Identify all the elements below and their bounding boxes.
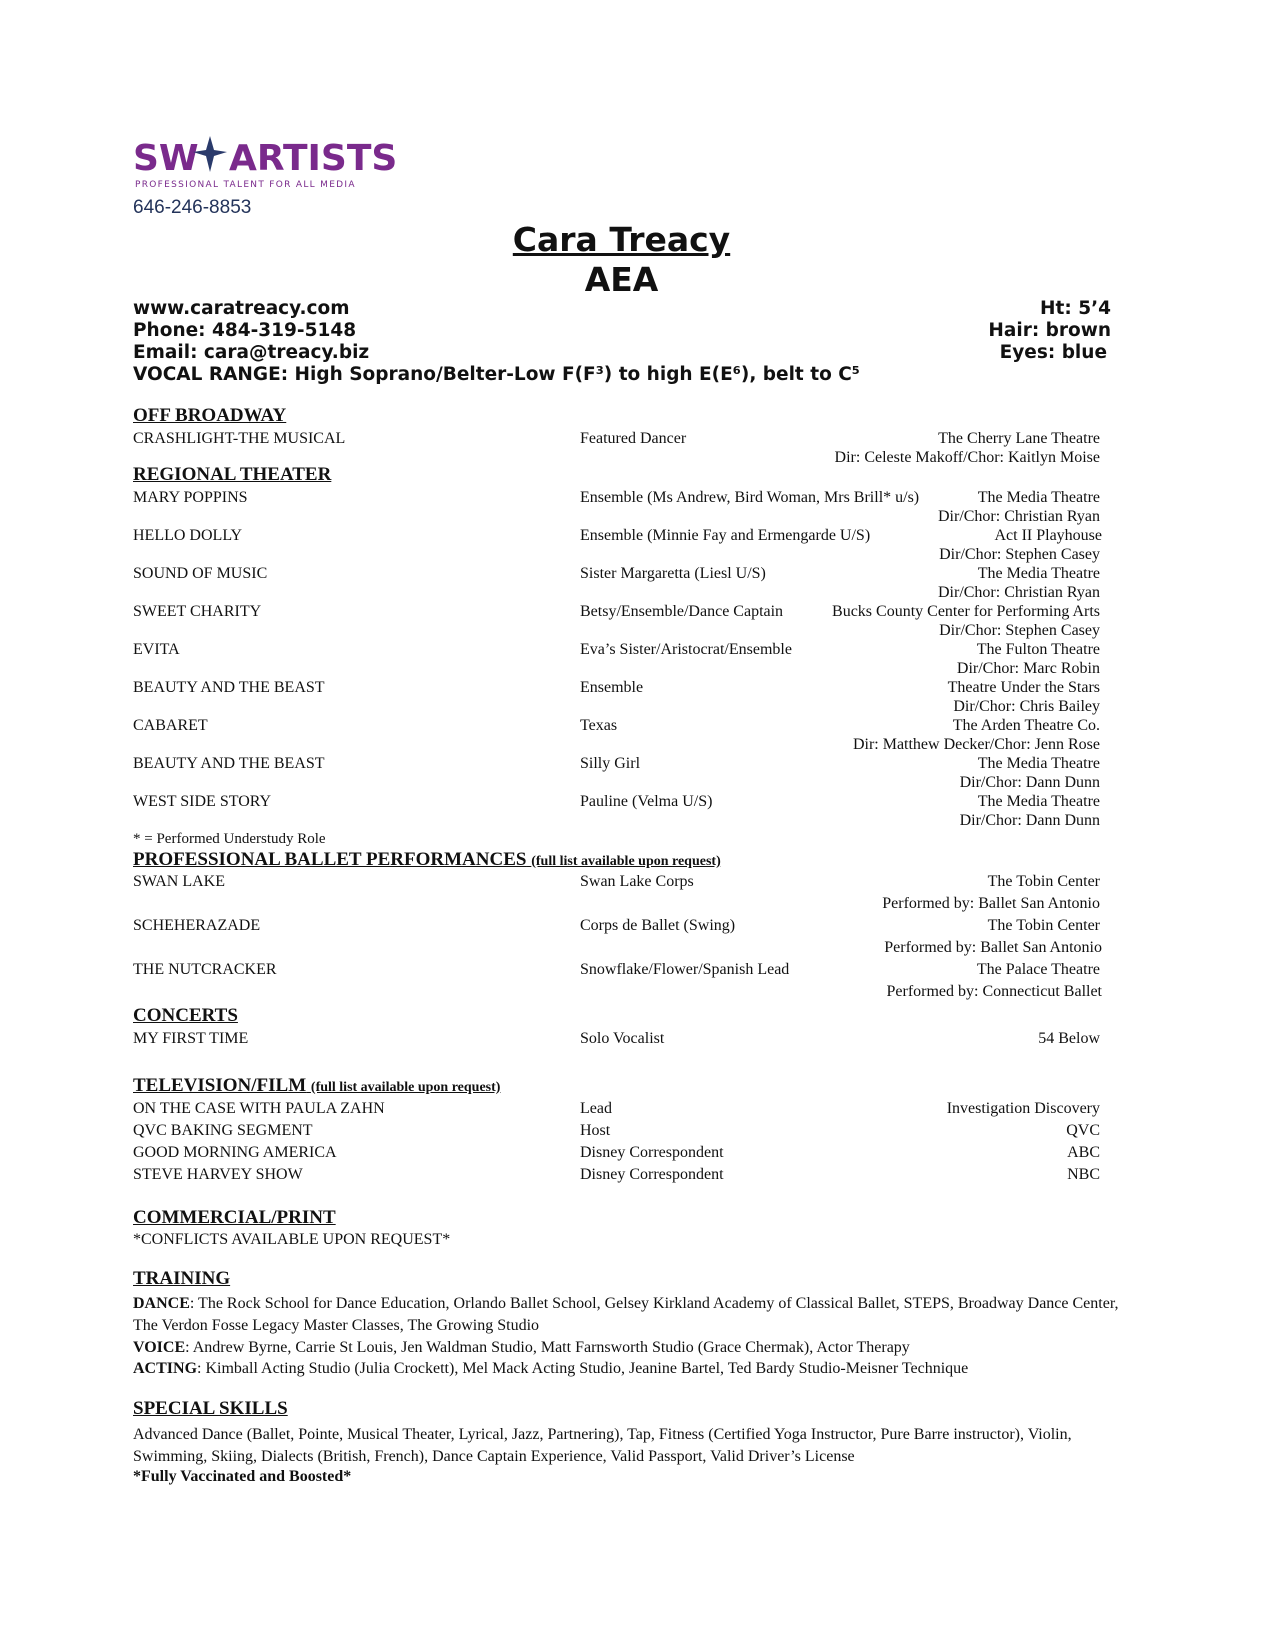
- credit-venue: Bucks County Center for Performing Arts: [832, 603, 1100, 620]
- agency-logo-graphic: [133, 136, 413, 196]
- credit-show: CABARET: [133, 717, 208, 734]
- training-voice-label: VOICE: [133, 1339, 186, 1356]
- section-heading-regional: REGIONAL THEATER: [133, 464, 332, 485]
- credit-show: STEVE HARVEY SHOW: [133, 1166, 303, 1183]
- credit-role: Ensemble (Minnie Fay and Ermengarde U/S): [580, 527, 871, 544]
- credit-network: ABC: [1067, 1144, 1100, 1161]
- understudy-footnote: * = Performed Understudy Role: [133, 831, 326, 847]
- credit-show: SOUND OF MUSIC: [133, 565, 268, 582]
- vocal-range: VOCAL RANGE: High Soprano/Belter-Low F(F³) to high E(E⁶), belt to C⁵: [133, 364, 860, 385]
- credit-show: SWAN LAKE: [133, 873, 225, 890]
- training-acting-text: : Kimball Acting Studio (Julia Crockett), Mel Mack Acting Studio, Jeanine Bartel, Ted Bardy Studio-Meisner Technique: [197, 1360, 969, 1377]
- credit-role: Silly Girl: [580, 755, 641, 772]
- credit-network: NBC: [1067, 1166, 1100, 1183]
- eyes-stat: Eyes: blue: [999, 342, 1107, 363]
- credit-role: Host: [580, 1122, 611, 1139]
- credit-show: CRASHLIGHT-THE MUSICAL: [133, 430, 346, 447]
- credit-performed-by: Performed by: Ballet San Antonio: [882, 895, 1100, 912]
- credit-role: Ensemble (Ms Andrew, Bird Woman, Mrs Brill* u/s): [580, 489, 920, 506]
- section-heading-special-skills: SPECIAL SKILLS: [133, 1398, 288, 1419]
- credit-performed-by: Performed by: Ballet San Antonio: [884, 939, 1102, 956]
- credit-venue: The Media Theatre: [977, 755, 1100, 772]
- credit-network: Investigation Discovery: [946, 1100, 1100, 1117]
- height-stat: Ht: 5’4: [1040, 298, 1111, 319]
- credit-show: SWEET CHARITY: [133, 603, 262, 620]
- credit-venue: The Tobin Center: [987, 873, 1100, 890]
- credit-director: Dir: Matthew Decker/Chor: Jenn Rose: [852, 736, 1100, 753]
- credit-show: BEAUTY AND THE BEAST: [133, 755, 325, 772]
- credit-venue: The Cherry Lane Theatre: [938, 430, 1100, 447]
- logo-text-right: ARTISTS: [229, 138, 398, 179]
- agent-phone: 646-246-8853: [133, 197, 252, 218]
- email: Email: cara@treacy.biz: [133, 342, 370, 363]
- credit-role: Betsy/Ensemble/Dance Captain: [580, 603, 784, 620]
- credit-role: Disney Correspondent: [580, 1144, 724, 1161]
- credit-director: Dir/Chor: Christian Ryan: [937, 584, 1100, 601]
- credit-show: MARY POPPINS: [133, 489, 248, 506]
- credit-role: Solo Vocalist: [580, 1030, 665, 1047]
- training-dance-label: DANCE: [133, 1295, 190, 1312]
- logo-text-left: SW: [133, 138, 199, 179]
- section-heading-off-broadway: OFF BROADWAY: [133, 405, 287, 426]
- credit-venue: The Fulton Theatre: [976, 641, 1100, 658]
- credit-show: BEAUTY AND THE BEAST: [133, 679, 325, 696]
- credit-director: Dir/Chor: Dann Dunn: [959, 774, 1100, 791]
- phone: Phone: 484-319-5148: [133, 320, 357, 341]
- credit-show: WEST SIDE STORY: [133, 793, 272, 810]
- vaccination-note: *Fully Vaccinated and Boosted*: [133, 1468, 352, 1485]
- special-skills-text: Advanced Dance (Ballet, Pointe, Musical Theater, Lyrical, Jazz, Partnering), Tap, Fitness (Certified Yoga Instructor, Pure Barre instructor), Violin, Swimming, Skiing, Dialects (British, French), Dance Captain Experience, Valid Passport, Valid Driver’s License: [133, 1426, 1072, 1465]
- logo-tagline: PROFESSIONAL TALENT FOR ALL MEDIA: [135, 180, 356, 190]
- credit-network: QVC: [1066, 1122, 1100, 1139]
- credit-venue: Theatre Under the Stars: [947, 679, 1100, 696]
- credit-role: Snowflake/Flower/Spanish Lead: [580, 961, 790, 978]
- credit-director: Dir/Chor: Stephen Casey: [939, 546, 1100, 563]
- credit-show: HELLO DOLLY: [133, 527, 243, 544]
- training-voice: [133, 1337, 1133, 1359]
- credit-venue: The Media Theatre: [977, 793, 1100, 810]
- credit-role: Eva’s Sister/Aristocrat/Ensemble: [580, 641, 792, 658]
- credit-venue: Act II Playhouse: [994, 527, 1102, 544]
- training-dance-text: : The Rock School for Dance Education, Orlando Ballet School, Gelsey Kirkland Academy of Classical Ballet, STEPS, Broadway Dance Center, The Verdon Fosse Legacy Master Classes, The Growing Studio: [133, 1295, 1119, 1334]
- section-heading-concerts: CONCERTS: [133, 1005, 238, 1026]
- credit-role: Lead: [580, 1100, 612, 1117]
- credit-role: Featured Dancer: [580, 430, 687, 447]
- credit-show: SCHEHERAZADE: [133, 917, 261, 934]
- credit-director: Dir: Celeste Makoff/Chor: Kaitlyn Moise: [834, 449, 1100, 466]
- credit-show: QVC BAKING SEGMENT: [133, 1122, 313, 1139]
- section-heading-ballet: [133, 849, 721, 871]
- credit-director: Dir/Chor: Christian Ryan: [937, 508, 1100, 525]
- credit-role: Swan Lake Corps: [580, 873, 694, 890]
- credit-venue: 54 Below: [1038, 1030, 1100, 1047]
- credit-venue: The Arden Theatre Co.: [952, 717, 1100, 734]
- agency-logo: [133, 136, 413, 196]
- credit-director: Dir/Chor: Dann Dunn: [959, 812, 1100, 829]
- section-note: (full list available upon request): [310, 1080, 501, 1095]
- commercial-conflicts-note: *CONFLICTS AVAILABLE UPON REQUEST*: [133, 1231, 451, 1248]
- credit-role: Texas: [580, 717, 618, 734]
- credit-show: MY FIRST TIME: [133, 1030, 249, 1047]
- credit-director: Dir/Chor: Chris Bailey: [953, 698, 1100, 715]
- credit-role: Ensemble: [580, 679, 644, 696]
- credit-show: THE NUTCRACKER: [133, 961, 277, 978]
- credit-show: EVITA: [133, 641, 180, 658]
- actor-name: Cara Treacy: [512, 220, 731, 259]
- hair-stat: Hair: brown: [988, 320, 1111, 341]
- training-acting: [133, 1358, 1133, 1380]
- credit-show: GOOD MORNING AMERICA: [133, 1144, 337, 1161]
- credit-venue: The Media Theatre: [977, 489, 1100, 506]
- training-voice-text: : Andrew Byrne, Carrie St Louis, Jen Waldman Studio, Matt Farnsworth Studio (Grace Chermak), Actor Therapy: [185, 1339, 910, 1356]
- section-heading-tv-film: [133, 1075, 500, 1097]
- credit-role: Sister Margaretta (Liesl U/S): [580, 565, 766, 582]
- section-heading-training: TRAINING: [133, 1268, 231, 1289]
- credit-venue: The Palace Theatre: [976, 961, 1100, 978]
- credit-venue: The Media Theatre: [977, 565, 1100, 582]
- credit-director: Dir/Chor: Marc Robin: [956, 660, 1100, 677]
- credit-role: Corps de Ballet (Swing): [580, 917, 736, 934]
- union-affiliation: AEA: [584, 260, 659, 299]
- credit-performed-by: Performed by: Connecticut Ballet: [886, 983, 1102, 1000]
- website: www.caratreacy.com: [133, 298, 350, 319]
- credit-director: Dir/Chor: Stephen Casey: [939, 622, 1100, 639]
- section-heading-tv-film-text: TELEVISION/FILM: [133, 1075, 307, 1096]
- credit-role: Pauline (Velma U/S): [580, 793, 713, 810]
- section-heading-commercial: COMMERCIAL/PRINT: [133, 1207, 336, 1228]
- section-note: (full list available upon request): [531, 854, 721, 869]
- section-heading-ballet-text: PROFESSIONAL BALLET PERFORMANCES: [133, 849, 527, 870]
- credit-role: Disney Correspondent: [580, 1166, 724, 1183]
- credit-venue: The Tobin Center: [987, 917, 1100, 934]
- training-acting-label: ACTING: [133, 1360, 198, 1377]
- training-dance: [133, 1293, 1133, 1336]
- credit-show: ON THE CASE WITH PAULA ZAHN: [133, 1100, 385, 1117]
